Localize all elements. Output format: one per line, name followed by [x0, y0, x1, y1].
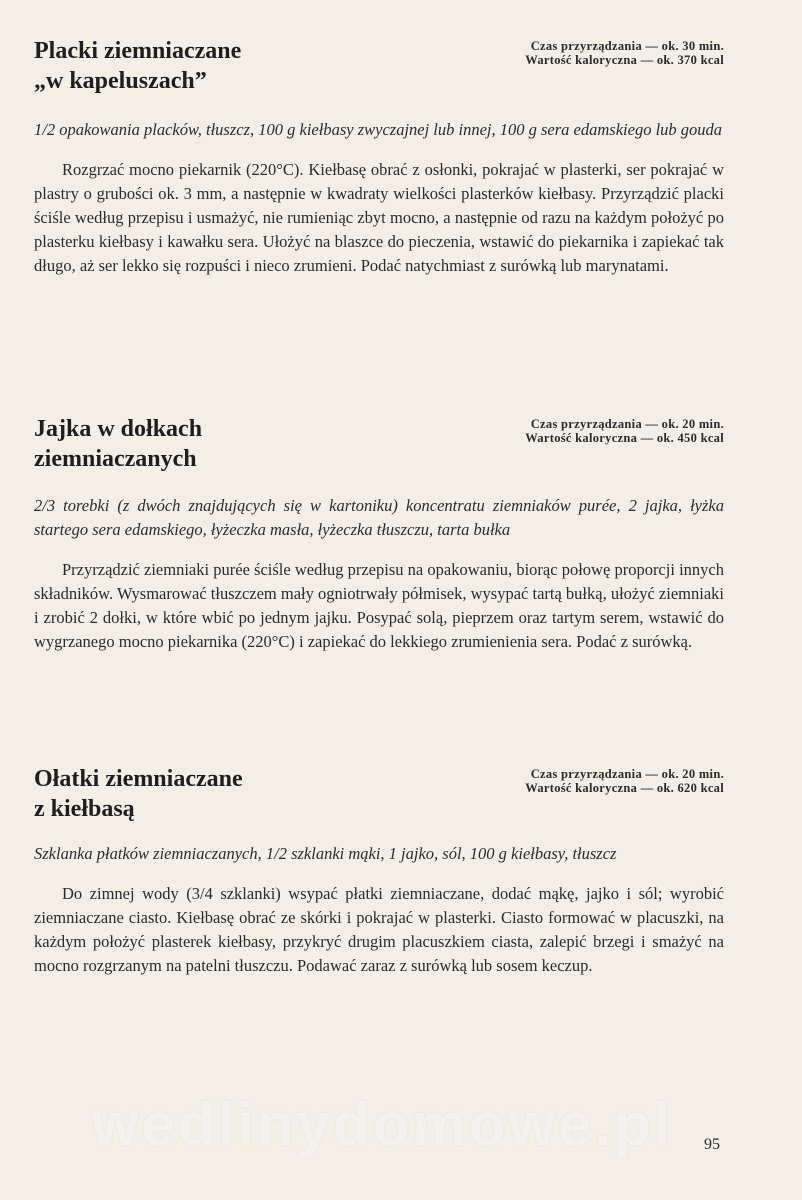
recipe-title-line: „w kapeluszach” [34, 68, 207, 94]
instructions-text: Rozgrzać mocno piekarnik (220°C). Kiełbasę obrać z osłonki, pokrajać w plasterki, ser pokrajać w plastry o grubości ok. 3 mm, a następnie w kwadraty wielkości plasterków kiełbasy. Przyrządzić placki ściśle według przepisu i usmażyć, nie rumieniąc zbyt mocno, a następnie od razu na każdym położyć po plasterku kiełbasy i kawałku sera. Ułożyć na blaszce do pieczenia, wstawić do piekarnika i zapiekać tak długo, aż ser lekko się rozpuści i nieco zrumieni. Podać natychmiast z surówką lub marynatami. [34, 160, 724, 275]
recipe-title [34, 764, 243, 824]
recipe-title-line: z kiełbasą [34, 796, 135, 822]
prep-time: Czas przyrządzania — ok. 20 min. [530, 417, 724, 431]
recipe-placki-w-kapeluszach [34, 36, 724, 278]
recipe-olatki-z-kielbasa [34, 764, 724, 978]
recipe-meta [525, 767, 724, 795]
ingredients-list: 1/2 opakowania placków, tłuszcz, 100 g kiełbasy zwyczajnej lub innej, 100 g sera edamskiego lub gouda [34, 120, 723, 139]
recipe-title-line: Ołatki ziemniaczane [34, 766, 243, 792]
page-number: 95 [704, 1136, 720, 1153]
recipe-header [34, 764, 724, 838]
watermark: wedlinydomowe.pl [92, 1091, 674, 1158]
recipe-title-line: ziemniaczanych [34, 446, 197, 472]
ingredients-list: 2/3 torebki (z dwóch znajdujących się w kartoniku) koncentratu ziemniaków purée, 2 jajka, łyżka startego sera edamskiego, łyżeczka masła, łyżeczka tłuszczu, tarta bułka [34, 496, 724, 539]
recipe-title-line: Jajka w dołkach [34, 416, 203, 442]
recipe-title [34, 414, 202, 474]
recipe-title [34, 36, 241, 96]
recipe-title-line: Placki ziemniaczane [34, 38, 242, 64]
recipe-meta [525, 417, 724, 445]
prep-time: Czas przyrządzania — ok. 20 min. [530, 767, 724, 781]
recipe-meta [525, 39, 724, 67]
calorie-value: Wartość kaloryczna — ok. 370 kcal [525, 53, 724, 67]
recipe-header [34, 414, 724, 488]
prep-time: Czas przyrządzania — ok. 30 min. [530, 39, 724, 53]
instructions-text: Do zimnej wody (3/4 szklanki) wsypać płatki ziemniaczane, dodać mąkę, jajko i sól; wyrobić ziemniaczane ciasto. Kiełbasę obrać ze skórki i pokrajać w plasterki. Ciasto formować w placuszki, na każdym położyć plasterek kiełbasy, przykryć drugim placuszkiem ciasta, zalepić brzegi i smażyć na mocno rozgrzanym na patelni tłuszczu. Podawać zaraz z surówką lub sosem keczup. [34, 884, 724, 975]
ingredients-list: Szklanka płatków ziemniaczanych, 1/2 szklanki mąki, 1 jajko, sól, 100 g kiełbasy, tłuszcz [34, 844, 617, 863]
calorie-value: Wartość kaloryczna — ok. 450 kcal [525, 431, 724, 445]
recipe-jajka-w-dolkach [34, 414, 724, 654]
instructions-text: Przyrządzić ziemniaki purée ściśle według przepisu na opakowaniu, biorąc połowę proporcji innych składników. Wysmarować tłuszczem mały ogniotrwały półmisek, wysypać tartą bułką, ułożyć ziemniaki i zrobić 2 dołki, w które wbić po jednym jajku. Posypać solą, pieprzem oraz tartym serem, wstawić do wygrzanego mocno piekarnika (220°C) i zapiekać do lekkiego zrumienienia sera. Podać z surówką. [34, 560, 724, 651]
calorie-value: Wartość kaloryczna — ok. 620 kcal [525, 781, 724, 795]
recipe-header [34, 36, 724, 110]
